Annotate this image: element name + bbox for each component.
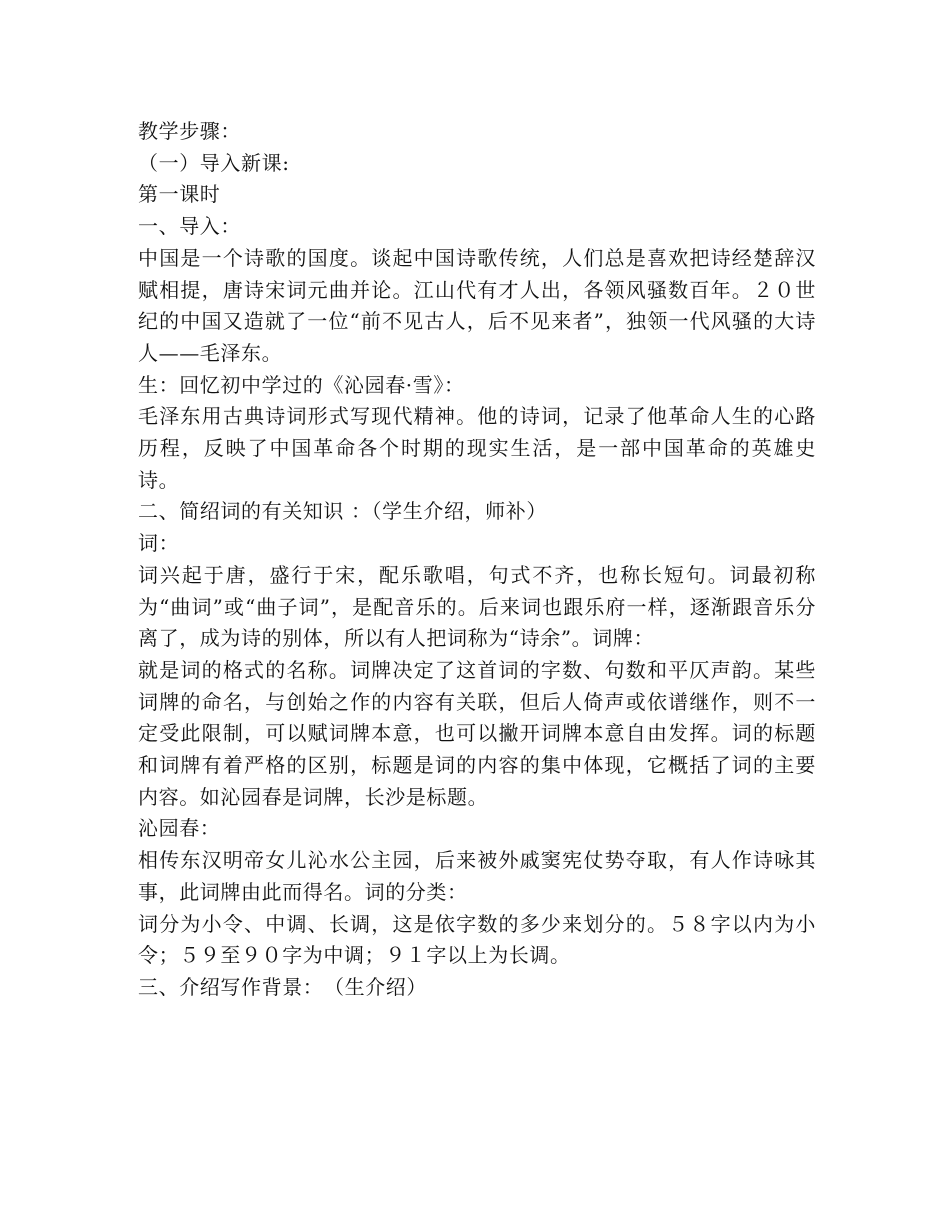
label-ci: 词： bbox=[138, 531, 180, 556]
paragraph-mao-poetry: 毛泽东用古典诗词形式写现代精神。他的诗词，记录了他革命人生的心路历程，反映了中国革命各个时期的现实生活，是一部中国革命的英雄史诗。 bbox=[138, 404, 816, 492]
paragraph-cipai-definition: 就是词的格式的名称。词牌决定了这首词的字数、句数和平仄声韵。某些词牌的命名，与创始之作的内容有关联，但后人倚声或依谱继作，则不一定受此限制，可以赋词牌本意，也可以撇开词牌本意自由发挥。词的标题和词牌有着严格的区别，标题是词的内容的集中体现，它概括了词的主要内容。如沁园春是词牌，长沙是标题。 bbox=[138, 657, 816, 809]
heading-section-three: 三、介绍写作背景： （生介绍） bbox=[138, 974, 427, 999]
document-body bbox=[138, 116, 816, 1004]
label-qinyuanchun: 沁园春： bbox=[138, 816, 221, 841]
paragraph-student-recall: 生：回忆初中学过的《沁园春·雪》： bbox=[138, 372, 465, 397]
heading-teaching-steps: 教学步骤： bbox=[138, 119, 241, 143]
heading-intro-new-lesson: （一）导入新课: bbox=[138, 150, 290, 175]
paragraph-ci-origin: 词兴起于唐，盛行于宋，配乐歌唱，句式不齐，也称长短句。词最初称为“曲词”或“曲子词”，是配音乐的。后来词也跟乐府一样，逐渐跟音乐分离了，成为诗的别体，所以有人把词称为“诗余”。词牌： bbox=[138, 562, 816, 651]
paragraph-poetry-nation: 中国是一个诗歌的国度。谈起中国诗歌传统，人们总是喜欢把诗经楚辞汉赋相提，唐诗宋词元曲并论。江山代有才人出，各领风骚数百年。２０世纪的中国又造就了一位“前不见古人，后不见来者”，独领一代风骚的大诗人——毛泽东。 bbox=[138, 245, 816, 365]
paragraph-qinyuanchun-origin: 相传东汉明帝女儿沁水公主园，后来被外戚窦宪仗势夺取，有人作诗咏其事，此词牌由此而得名。词的分类： bbox=[138, 848, 816, 904]
paragraph-ci-classification: 词分为小令、中调、长调，这是依字数的多少来划分的。５８字以内为小令；５９至９０字为中调；９１字以上为长调。 bbox=[138, 911, 816, 968]
heading-section-two: 二、简绍词的有关知识 ：（学生介绍，师补） bbox=[138, 499, 547, 524]
heading-first-period: 第一课时 bbox=[138, 182, 221, 207]
heading-section-one: 一、导入： bbox=[138, 214, 241, 239]
